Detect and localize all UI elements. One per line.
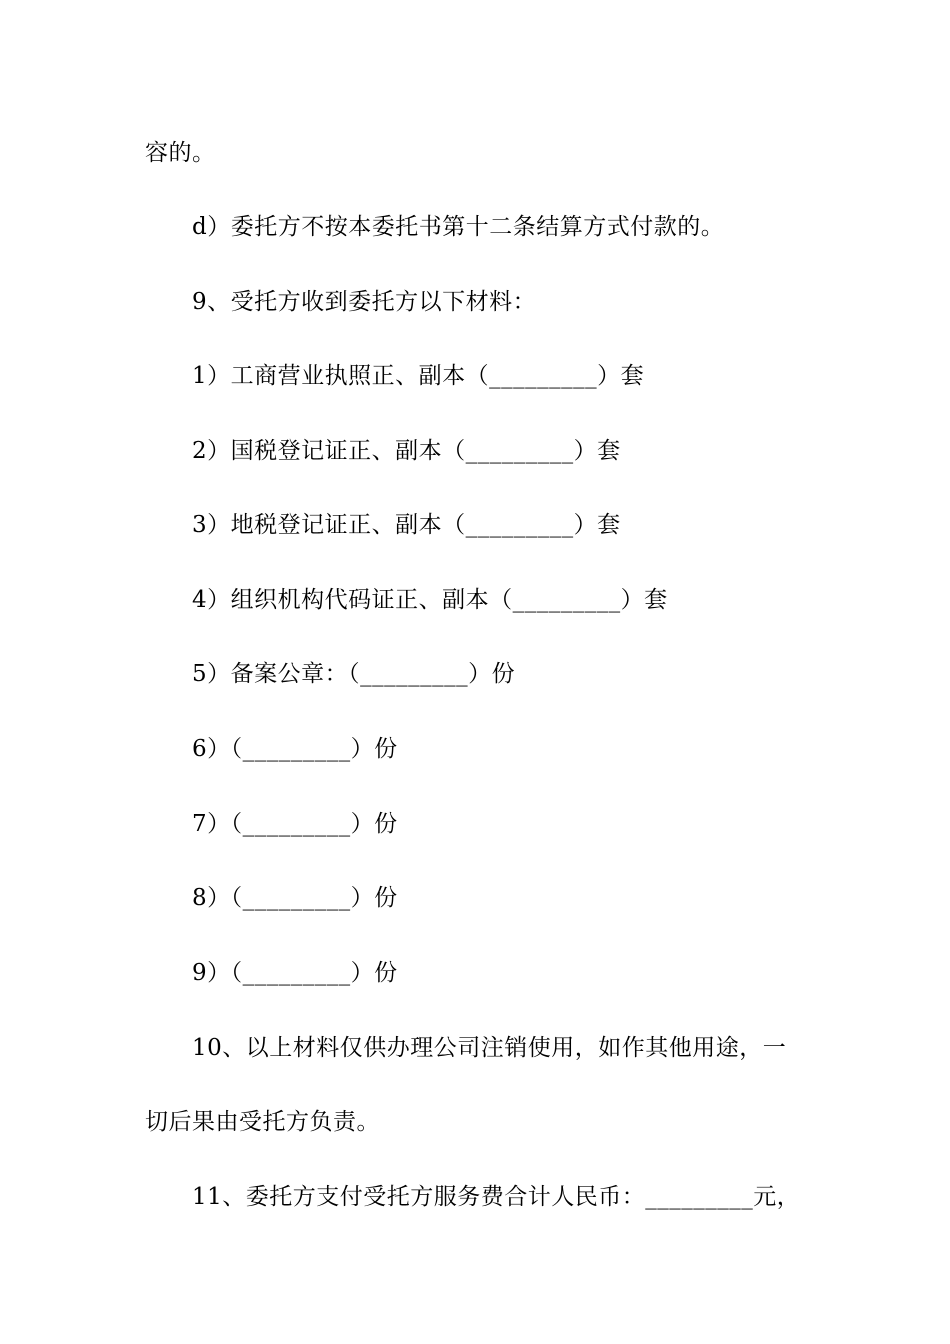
- text-line-material-3: 3）地税登记证正、副本（_________）套: [192, 512, 621, 538]
- text-line-material-7: 7）（_________）份: [192, 811, 398, 837]
- text-line-item-d: d）委托方不按本委托书第十二条结算方式付款的。: [192, 214, 725, 240]
- text-line-material-8: 8）（_________）份: [192, 885, 398, 911]
- text-line-clause-10-cont: 切后果由受托方负责。: [145, 1109, 380, 1135]
- text-line-clause-10: 10、以上材料仅供办理公司注销使用，如作其他用途，一: [192, 1035, 787, 1061]
- text-line-material-1: 1）工商营业执照正、副本（_________）套: [192, 363, 645, 389]
- text-line-material-4: 4）组织机构代码证正、副本（_________）套: [192, 587, 668, 613]
- text-line-continuation: 容的。: [145, 140, 216, 166]
- text-line-clause-9: 9、受托方收到委托方以下材料：: [192, 289, 537, 315]
- text-line-material-6: 6）（_________）份: [192, 736, 398, 762]
- text-line-material-5: 5）备案公章：（_________）份: [192, 661, 516, 687]
- text-line-clause-11: 11、委托方支付受托方服务费合计人民币：_________元，: [192, 1184, 801, 1210]
- text-line-material-2: 2）国税登记证正、副本（_________）套: [192, 438, 621, 464]
- text-line-material-9: 9）（_________）份: [192, 960, 398, 986]
